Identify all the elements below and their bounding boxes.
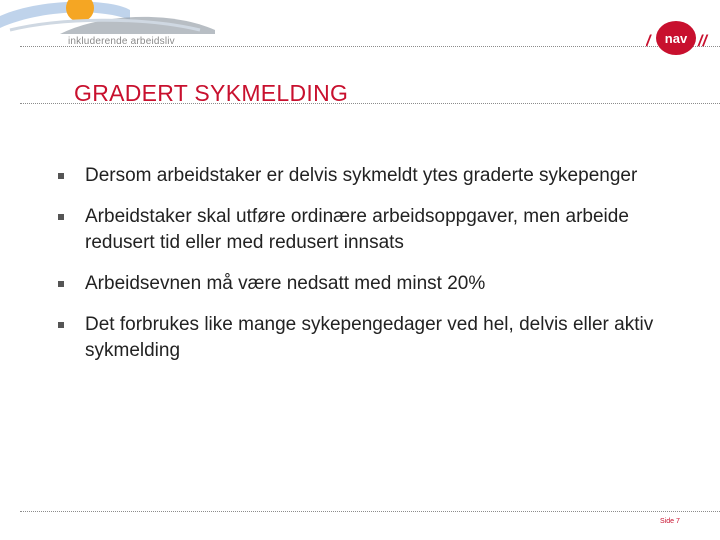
bullet-item	[56, 271, 696, 297]
bullet-text: Arbeidsevnen må være nedsatt med minst 20%	[85, 273, 486, 294]
nav-logo-text: nav	[664, 31, 688, 46]
bullet-item	[56, 163, 696, 189]
bullet-square-icon	[58, 281, 64, 287]
svg-text://: //	[698, 33, 707, 50]
title-divider	[20, 103, 720, 104]
page-number: Side 7	[660, 518, 680, 525]
svg-text:/: /	[646, 33, 651, 50]
bullet-list	[56, 163, 696, 364]
bullet-item	[56, 204, 696, 256]
footer-divider	[20, 511, 720, 512]
slide-title: GRADERT SYKMELDING	[74, 80, 349, 106]
bullet-square-icon	[58, 173, 64, 179]
nav-logo	[646, 14, 712, 56]
bullet-text: Arbeidstaker skal utføre ordinære arbeidsoppgaver, men arbeide redusert tid eller med redusert innsats	[85, 206, 629, 253]
bullet-text: Det forbrukes like mange sykepengedager ved hel, delvis eller aktiv sykmelding	[85, 314, 654, 361]
bullet-text: Dersom arbeidstaker er delvis sykmeldt ytes graderte sykepenger	[85, 165, 638, 186]
bullet-square-icon	[58, 214, 64, 220]
bullet-item	[56, 312, 696, 364]
header-divider	[20, 46, 720, 47]
logo-text: inkluderende arbeidsliv	[68, 36, 175, 47]
bullet-square-icon	[58, 322, 64, 328]
